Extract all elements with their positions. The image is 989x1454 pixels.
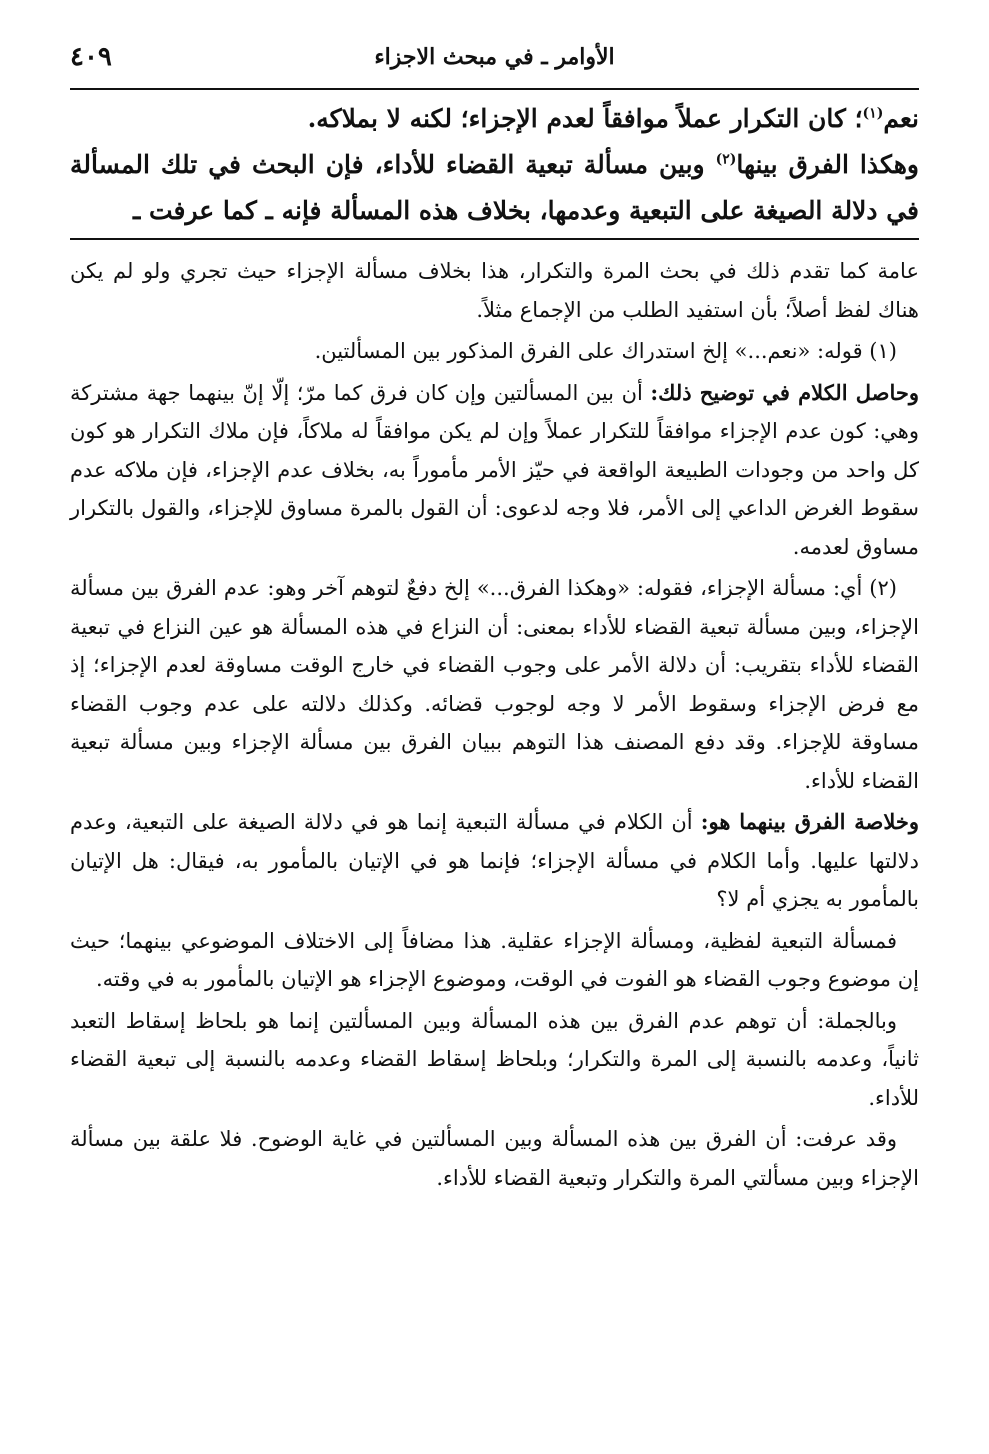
footnote-keyword: وحاصل الكلام في توضيح ذلك: [650, 379, 919, 405]
page-header [70, 38, 919, 82]
page-number: ٤٠٩ [70, 42, 112, 72]
footnote-paragraph: وقد عرفت: أن الفرق بين هذه المسألة وبين المسألتين في غاية الوضوح. فلا علقة بين مسألة الإجزاء وبين مسألتي المرة والتكرار وتبعية القضاء للأداء. [70, 1127, 919, 1190]
footnote-text: أن الكلام في مسألة التبعية إنما هو في دلالة الصيغة على التبعية، وعدم دلالتها عليها. وأما الكلام في مسألة الإجزاء؛ فإنما هو في الإتيان بالمأمور به، فيقال: هل الإتيان بالمأمور به يجزي أم لا؟ [70, 810, 919, 911]
main-text-segment: نعم [883, 104, 919, 133]
footnotes [70, 252, 919, 1200]
main-text-segment: وبين مسألة تبعية القضاء للأداء، فإن البحث في تلك المسألة في دلالة الصيغة على التبعية وعدمها، بخلاف هذه المسألة فإنه ـ كما عرفت ـ [70, 150, 919, 225]
footnote-text: أن بين المسألتين وإن كان فرق كما مرّ؛ إلّا إنّ بينهما جهة مشتركة وهي: كون عدم الإجزاء موافقاً للتكرار عملاً وإن لم يكن موافقاً له ملاكاً، فإن ملاك التكرار هو كون كل واحد من وجودات الطبيعة الواقعة في حيّز الأمر مأموراً به، بخلاف عدم الإجزاء، فإن ملاكه عدم سقوط الغرض الداعي إلى الأمر، فلا وجه لدعوى: أن القول بالمرة مساوق للإجزاء، والقول بالتكرار مساوق لعدمه. [70, 380, 919, 559]
main-paragraph [70, 142, 919, 234]
footnote-marker: (٢) [715, 151, 737, 168]
footnote-keyword: وخلاصة الفرق بينهما هو: [700, 809, 920, 834]
main-text-segment: وهكذا الفرق بينها [736, 150, 920, 179]
footnote-paragraph: (١) قوله: «نعم...» إلخ استدراك على الفرق المذكور بين المسألتين. [314, 339, 897, 363]
footnote-paragraph: عامة كما تقدم ذلك في بحث المرة والتكرار، هذا بخلاف مسألة الإجزاء حيث تجري ولو لم يكن هناك لفظ أصلاً؛ بأن استفيد الطلب من الإجماع مثلاً. [70, 259, 919, 322]
main-text-segment: ؛ كان التكرار عملاً موافقاً لعدم الإجزاء؛ لكنه لا بملاكه. [307, 104, 863, 133]
footnote-marker: (١) [862, 105, 884, 122]
footnote-paragraph [70, 803, 919, 919]
main-text [70, 96, 919, 234]
footnote-paragraph: (٢) أي: مسألة الإجزاء، فقوله: «وهكذا الفرق...» إلخ دفعٌ لتوهم آخر وهو: عدم الفرق بين مسألة الإجزاء، وبين مسألة تبعية القضاء للأداء بمعنى: أن النزاع في هذه المسألة هو عين النزاع في تبعية القضاء للأداء بتقريب: أن دلالة الأمر على وجوب القضاء في خارج الوقت مساوقة لعدم الإجزاء؛ إذ مع فرض الإجزاء وسقوط الأمر لا وجه لوجوب قضائه. وكذلك دلالته على عدم وجوب القضاء مساوقة للإجزاء. وقد دفع المصنف هذا التوهم ببيان الفرق بين مسألة الإجزاء وبين مسألة تبعية القضاء للأداء. [70, 576, 919, 793]
footnote-paragraph: فمسألة التبعية لفظية، ومسألة الإجزاء عقلية. هذا مضافاً إلى الاختلاف الموضوعي بينهما؛ حيث إن موضوع وجوب القضاء هو الفوت في الوقت، وموضوع الإجزاء هو الإتيان بالمأمور به في وقته. [70, 928, 919, 991]
footnote-paragraph: وبالجملة: أن توهم عدم الفرق بين هذه المسألة وبين المسألتين إنما هو بلحاظ إسقاط التعبد ثانياً، وعدمه بالنسبة إلى المرة والتكرار؛ وبلحاظ إسقاط القضاء وعدمه بالنسبة إلى تبعية القضاء للأداء. [70, 1008, 919, 1110]
header-rule [70, 88, 919, 90]
running-title: الأوامر ـ في مبحث الاجزاء [374, 44, 615, 70]
footnote-separator [70, 238, 919, 240]
main-paragraph [70, 96, 919, 142]
footnote-paragraph [70, 374, 919, 567]
